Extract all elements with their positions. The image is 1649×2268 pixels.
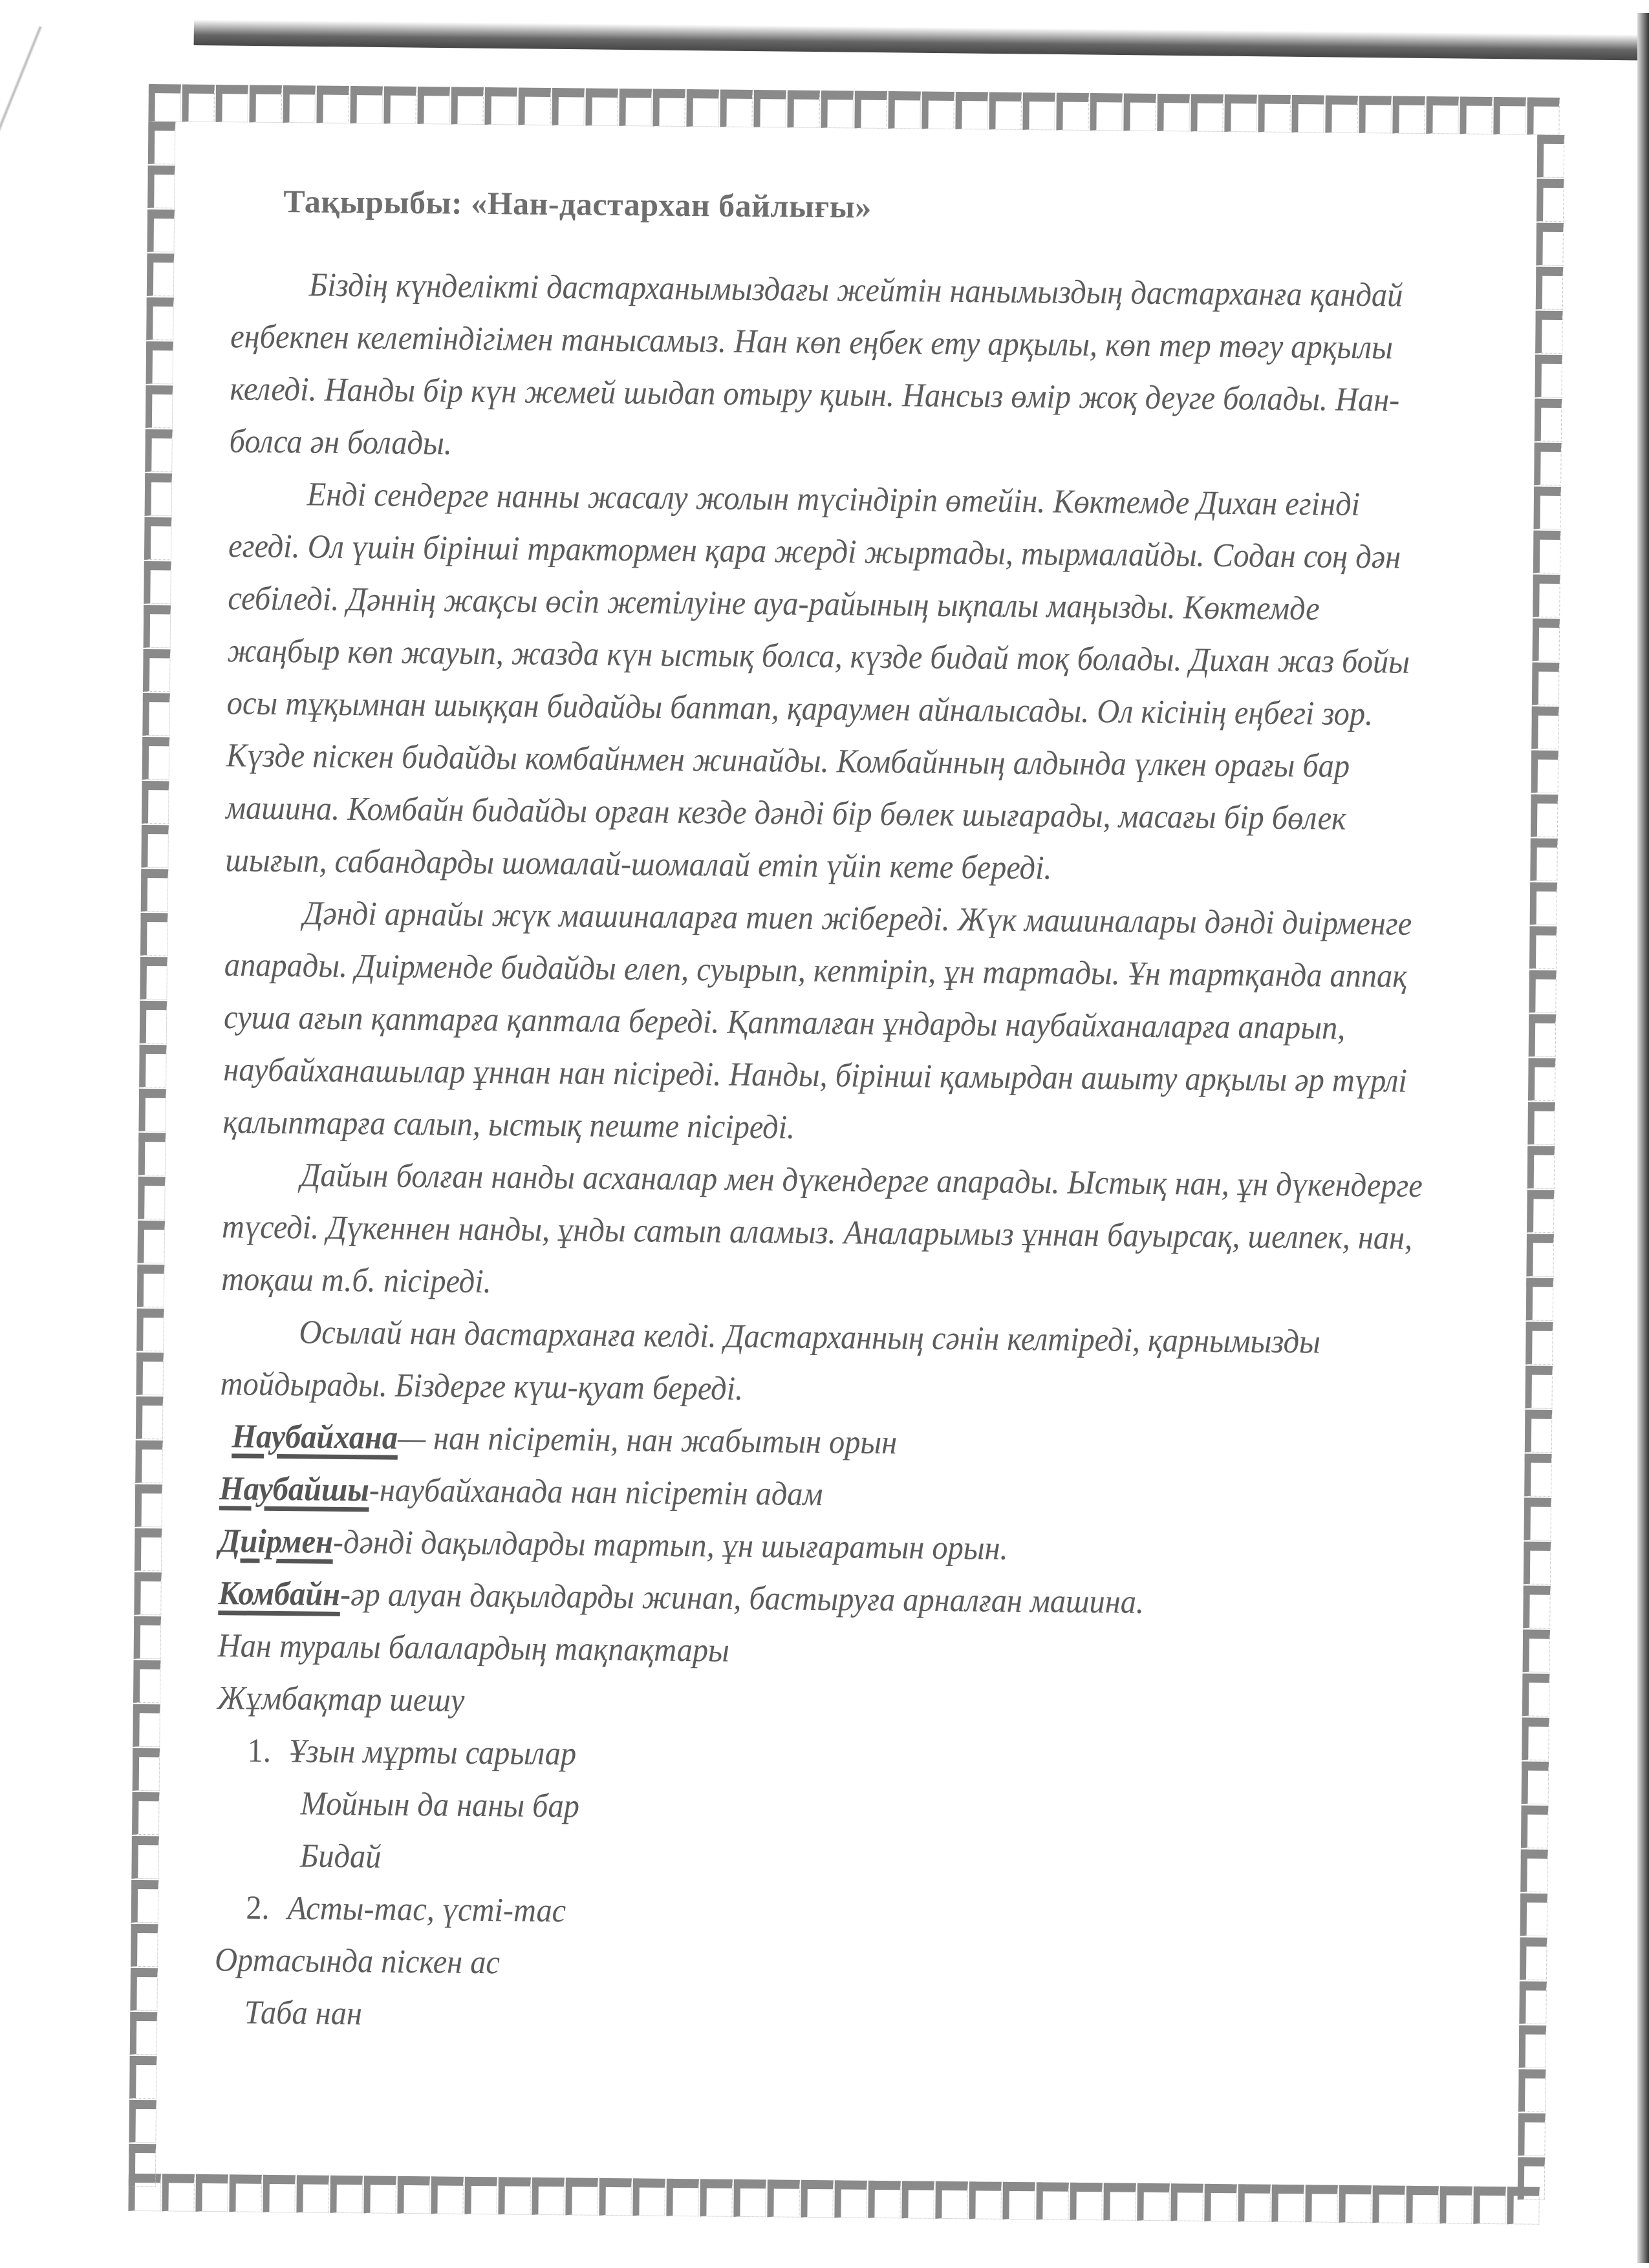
border-tile bbox=[1291, 95, 1324, 133]
border-tile bbox=[148, 84, 181, 122]
border-tile bbox=[1523, 1586, 1551, 1629]
border-tile bbox=[136, 1353, 164, 1395]
border-tile bbox=[1525, 1366, 1553, 1409]
border-tile bbox=[1518, 2113, 1546, 2156]
border-tile bbox=[1535, 355, 1562, 398]
border-tile bbox=[1534, 443, 1562, 486]
border-tile bbox=[989, 92, 1022, 129]
border-tile bbox=[1519, 2025, 1547, 2068]
border-tile bbox=[1533, 487, 1561, 530]
border-tile bbox=[834, 2180, 867, 2218]
border-tile bbox=[1191, 94, 1223, 131]
border-tile bbox=[162, 2174, 195, 2211]
border-tile bbox=[316, 85, 349, 123]
border-tile bbox=[1359, 96, 1392, 133]
border-tile bbox=[1533, 619, 1560, 661]
border-tile bbox=[1103, 2183, 1136, 2220]
border-tile bbox=[700, 2179, 733, 2216]
border-tile bbox=[133, 1748, 160, 1791]
border-tile bbox=[133, 1704, 160, 1747]
border-tile bbox=[1536, 223, 1564, 266]
border-tile bbox=[140, 1001, 167, 1043]
border-tile bbox=[1056, 92, 1089, 130]
document-title: Тақырыбы: «Нан-дастархан байлығы» bbox=[283, 183, 872, 225]
border-tile bbox=[249, 85, 282, 122]
border-tile bbox=[137, 1265, 165, 1307]
border-tile bbox=[135, 1528, 162, 1571]
scan-shadow-top bbox=[194, 19, 1649, 61]
border-tile bbox=[1531, 707, 1559, 749]
border-tile bbox=[133, 1660, 161, 1703]
border-tile bbox=[1525, 1322, 1553, 1365]
riddle-line: Ортасында піскен ас bbox=[214, 1942, 501, 1982]
border-tile bbox=[363, 2176, 396, 2213]
border-tile bbox=[1426, 96, 1459, 134]
border-bottom bbox=[128, 2174, 1544, 2225]
border-tile bbox=[1339, 2185, 1372, 2223]
border-tile bbox=[296, 2175, 329, 2212]
border-tile bbox=[1521, 1805, 1549, 1848]
border-tile bbox=[801, 2180, 834, 2218]
border-tile bbox=[141, 869, 169, 912]
border-tile bbox=[144, 561, 171, 604]
riddle-line: Мойнын да наны бар bbox=[300, 1785, 580, 1825]
border-tile bbox=[1123, 93, 1156, 131]
border-tile bbox=[135, 1440, 163, 1483]
border-right bbox=[1518, 135, 1564, 2187]
border-tile bbox=[1526, 1278, 1554, 1321]
border-tile bbox=[1531, 795, 1558, 837]
glossary-definition: -дәнді дақылдарды тартып, ұн шығаратын орын. bbox=[332, 1523, 1008, 1567]
glossary-term: Комбайн bbox=[218, 1575, 341, 1613]
border-tile bbox=[131, 1924, 158, 1967]
border-tile bbox=[1537, 135, 1565, 178]
border-tile bbox=[1238, 2184, 1271, 2221]
border-tile bbox=[1530, 883, 1558, 925]
border-tile bbox=[146, 341, 174, 384]
border-tile bbox=[1529, 970, 1557, 1013]
border-tile bbox=[1533, 531, 1561, 573]
border-tile bbox=[330, 2176, 363, 2213]
border-tile bbox=[1523, 1630, 1551, 1673]
border-tile bbox=[565, 2177, 598, 2215]
border-tile bbox=[182, 84, 215, 122]
border-tile bbox=[518, 87, 551, 125]
border-tile bbox=[1002, 2182, 1035, 2220]
border-tile bbox=[1532, 663, 1560, 705]
border-tile bbox=[263, 2175, 296, 2212]
border-tile bbox=[140, 913, 168, 956]
border-tile bbox=[138, 1177, 166, 1219]
border-tile bbox=[787, 90, 820, 127]
border-tile bbox=[131, 1836, 159, 1879]
border-tile bbox=[1224, 94, 1257, 132]
border-tile bbox=[1529, 926, 1557, 969]
glossary-definition: -әр алуан дақылдарды жинап, бастыруға арналған машина. bbox=[339, 1576, 1145, 1621]
paragraph: Дайын болған нанды асханалар мен дүкендерге апарады. Ыстық нан, ұн дүкендерге түседі. Дүкеннен нанды, ұнды сатып аламыз. Аналарымыз ұннан бауырсақ, шелпек, нан, тоқаш т.б. пісіреді. bbox=[221, 1157, 1423, 1301]
border-top bbox=[148, 84, 1564, 135]
border-tile bbox=[1525, 1410, 1553, 1453]
border-tile bbox=[229, 2174, 262, 2212]
border-tile bbox=[140, 957, 167, 1000]
border-tile bbox=[1520, 1893, 1548, 1936]
glossary-term: Наубайшы bbox=[219, 1470, 370, 1509]
border-tile bbox=[921, 91, 954, 129]
paragraph: Осылай нан дастарханға келді. Дастарханның сәнін келтіреді, қарнымызды тойдырады. Біздерге күш-қуат береді. bbox=[220, 1314, 1321, 1407]
border-tile bbox=[145, 473, 173, 516]
border-tile bbox=[1493, 97, 1526, 134]
border-tile bbox=[552, 88, 585, 125]
document-page bbox=[128, 84, 1564, 2225]
scan-shadow-right bbox=[1637, 13, 1649, 2263]
border-tile bbox=[1520, 1937, 1547, 1980]
border-tile bbox=[1137, 2183, 1170, 2221]
border-tile bbox=[901, 2181, 934, 2218]
border-tile bbox=[1535, 311, 1563, 354]
border-tile bbox=[955, 92, 988, 129]
border-tile bbox=[431, 2176, 464, 2214]
border-tile bbox=[129, 2056, 157, 2099]
border-tile bbox=[484, 87, 517, 125]
border-tile bbox=[142, 737, 170, 780]
border-tile bbox=[821, 91, 854, 128]
border-tile bbox=[1530, 839, 1558, 881]
border-tile bbox=[147, 209, 175, 252]
border-tile bbox=[283, 85, 316, 123]
glossary-term: Наубайхана bbox=[232, 1418, 398, 1457]
border-tile bbox=[144, 605, 171, 648]
border-tile bbox=[1439, 2186, 1472, 2223]
border-tile bbox=[632, 2178, 665, 2216]
border-tile bbox=[130, 2012, 158, 2055]
border-tile bbox=[1520, 1849, 1548, 1892]
border-tile bbox=[1460, 96, 1493, 134]
border-tile bbox=[138, 1089, 166, 1131]
border-tile bbox=[130, 1968, 158, 2011]
border-tile bbox=[148, 122, 176, 164]
riddle-text: Асты-тас, үсті-тас bbox=[287, 1890, 566, 1930]
riddle-answer: Бидай bbox=[299, 1837, 382, 1876]
border-tile bbox=[134, 1572, 162, 1615]
document-body bbox=[214, 258, 1434, 2050]
border-tile bbox=[417, 87, 450, 124]
border-tile bbox=[1524, 1542, 1551, 1585]
paragraph: Енді сендерге нанны жасалу жолын түсіндіріп өтейін. Көктемде Дихан егінді егеді. Ол үшін бірінші трактормен қара жерді жыртады, тырмалайды. Содан соң дән себіледі. Дәннің жақсы өсіп жетілуіне ауа-райының ықпалы маңызды. Көктемде жаңбыр көп жауып, жазда күн ыстық болса, күзде бидай тоқ болады. Дихан жаз бойы осы тұқымнан шыққан бидайды баптап, қараумен айналысады. Ол кісінің еңбегі зор. Күзде піскен бидайды комбайнмен жинайды. Комбайнның алдында үлкен орағы бар машина. Комбайн бидайды орған кезде дәнді бір бөлек шығарады, масағы бір бөлек шығып, сабандарды шомалай-шомалай етіп үйіп кете береді. bbox=[225, 476, 1410, 887]
scan-folded-edge bbox=[0, 26, 43, 291]
border-tile bbox=[129, 2144, 156, 2187]
border-tile bbox=[1036, 2182, 1069, 2220]
glossary-definition: — нан пісіретін, нан жабытын орын bbox=[397, 1419, 898, 1462]
paragraph: Біздің күнделікті дастарханымыздағы жейтін нанымыздың дастарханға қандай еңбекпен келетіндігімен танысамыз. Нан көп еңбек ету арқылы, көп тер төгу арқылы келеді. Нанды бір күн жемей шыдап отыру қиын. Нансыз өмір жоқ деуге болады. Нан- болса ән болады. bbox=[229, 266, 1403, 462]
border-tile bbox=[138, 1133, 166, 1175]
border-tile bbox=[1519, 1981, 1547, 2024]
border-tile bbox=[144, 517, 172, 560]
paragraph: Дәнді арнайы жүк машиналарға тиеп жібереді. Жүк машиналары дәнді диірменге апарады. Диірменде бидайды елеп, суырып, кептіріп, ұн тартады. Ұн тартқанда аппақ суша ағып қаптарға қаптала береді. Қапталған ұндарды наубайханаларға апарып, наубайханашылар ұннан нан пісіреді. Нанды, бірінші қамырдан ашыту арқылы әр түрлі қалыптарға салып, ыстық пеште пісіреді. bbox=[222, 895, 1412, 1146]
border-tile bbox=[585, 88, 618, 125]
document-content bbox=[213, 169, 1487, 2146]
border-tile bbox=[1325, 95, 1358, 133]
border-tile bbox=[1271, 2185, 1304, 2222]
border-tile bbox=[1536, 267, 1564, 310]
border-tile bbox=[1527, 1102, 1555, 1145]
border-tile bbox=[1522, 1762, 1549, 1804]
border-tile bbox=[1473, 2187, 1506, 2224]
border-tile bbox=[1526, 1234, 1554, 1277]
border-tile bbox=[733, 2179, 766, 2217]
border-tile bbox=[464, 2177, 497, 2214]
border-tile bbox=[136, 1396, 164, 1439]
border-tile bbox=[1529, 1014, 1557, 1057]
border-tile bbox=[1022, 92, 1055, 130]
border-tile bbox=[1527, 1146, 1555, 1189]
border-tile bbox=[142, 693, 170, 736]
border-tile bbox=[147, 253, 175, 296]
border-tile bbox=[1528, 1058, 1556, 1101]
border-tile bbox=[195, 2174, 228, 2212]
glossary-term: Диірмен bbox=[219, 1523, 334, 1561]
border-tile bbox=[532, 2177, 565, 2215]
border-tile bbox=[136, 1309, 164, 1351]
border-tile bbox=[666, 2179, 699, 2216]
border-tile bbox=[146, 385, 173, 428]
border-tile bbox=[498, 2177, 531, 2214]
border-tile bbox=[753, 90, 786, 127]
border-tile bbox=[1392, 96, 1425, 133]
border-tile bbox=[1522, 1674, 1550, 1717]
border-tile bbox=[1372, 2185, 1405, 2223]
border-tile bbox=[619, 89, 652, 126]
border-tile bbox=[767, 2179, 800, 2217]
border-tile bbox=[1518, 2069, 1546, 2112]
border-tile bbox=[1507, 2187, 1540, 2224]
border-tile bbox=[868, 2181, 901, 2218]
border-tile bbox=[1531, 751, 1559, 793]
border-tile bbox=[854, 91, 887, 128]
border-tile bbox=[1536, 179, 1564, 222]
border-tile bbox=[720, 89, 753, 127]
border-tile bbox=[1406, 2186, 1439, 2223]
border-tile bbox=[139, 1045, 167, 1087]
border-tile bbox=[215, 85, 248, 122]
border-tile bbox=[1535, 399, 1562, 442]
border-tile bbox=[129, 2100, 156, 2143]
riddle-text: Ұзын мұрты сарылар bbox=[288, 1733, 577, 1773]
border-tile bbox=[1518, 2157, 1546, 2199]
border-tile bbox=[1524, 1454, 1552, 1497]
glossary-definition: -наубайханада нан пісіретін адам bbox=[369, 1471, 823, 1514]
border-tile bbox=[1527, 1190, 1555, 1233]
border-tile bbox=[131, 1880, 159, 1923]
border-tile bbox=[888, 91, 921, 129]
border-tile bbox=[1527, 97, 1560, 134]
border-left bbox=[129, 122, 175, 2174]
border-tile bbox=[1533, 575, 1560, 617]
border-tile bbox=[145, 429, 173, 472]
border-tile bbox=[147, 166, 175, 208]
border-tile bbox=[143, 649, 171, 692]
border-tile bbox=[141, 825, 169, 868]
riddles-heading: Жұмбақтар шешу bbox=[217, 1680, 465, 1719]
riddle-number: 1. bbox=[247, 1732, 272, 1770]
border-tile bbox=[1524, 1498, 1551, 1541]
border-tile bbox=[686, 89, 719, 127]
riddle-number: 2. bbox=[246, 1889, 270, 1927]
border-tile bbox=[1258, 94, 1291, 132]
poems-heading: Нан туралы балалардың тақпақтары bbox=[217, 1627, 730, 1669]
border-tile bbox=[1204, 2184, 1237, 2221]
border-tile bbox=[134, 1616, 162, 1659]
border-tile bbox=[969, 2181, 1002, 2219]
border-tile bbox=[1305, 2185, 1338, 2222]
border-tile bbox=[451, 87, 484, 124]
border-tile bbox=[137, 1221, 165, 1263]
border-tile bbox=[1157, 94, 1190, 131]
border-tile bbox=[652, 89, 685, 126]
border-tile bbox=[1522, 1718, 1549, 1760]
border-tile bbox=[1170, 2183, 1203, 2221]
border-tile bbox=[132, 1792, 160, 1835]
riddle-answer: Таба нан bbox=[244, 1994, 363, 2033]
border-tile bbox=[383, 86, 416, 123]
border-tile bbox=[350, 86, 383, 123]
border-tile bbox=[1070, 2183, 1103, 2220]
border-tile bbox=[1090, 93, 1123, 131]
border-tile bbox=[146, 297, 174, 340]
border-tile bbox=[142, 781, 169, 824]
border-tile bbox=[599, 2178, 632, 2216]
border-tile bbox=[128, 2174, 161, 2211]
border-tile bbox=[935, 2181, 968, 2219]
border-tile bbox=[135, 1484, 163, 1527]
border-tile bbox=[397, 2176, 430, 2214]
